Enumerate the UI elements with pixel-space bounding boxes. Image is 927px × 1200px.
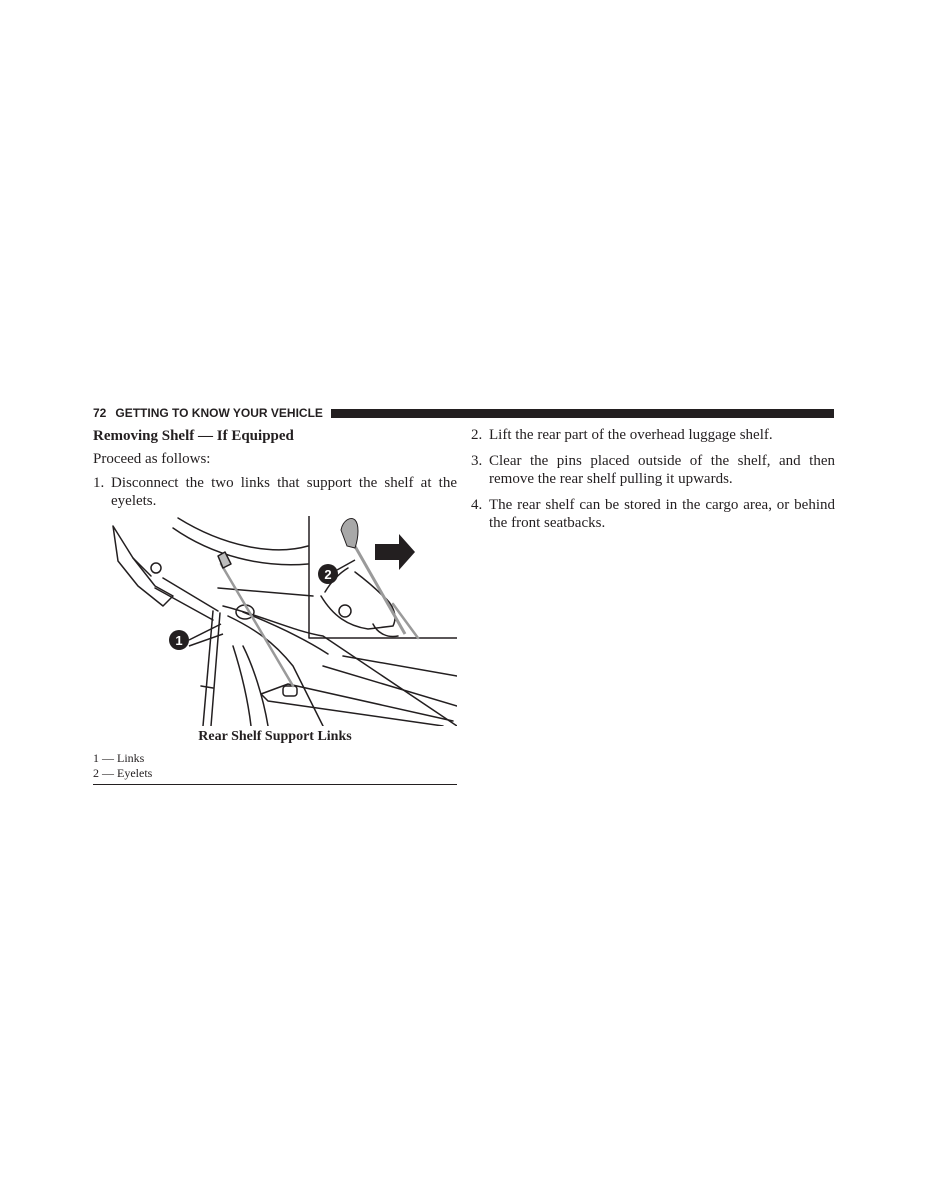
right-column	[471, 426, 835, 540]
header-rule	[331, 409, 834, 418]
legend-rule	[93, 784, 457, 785]
intro-text: Proceed as follows:	[93, 451, 211, 467]
step-text: The rear shelf can be stored in the cargo area, or behind the front seatbacks.	[489, 497, 835, 531]
left-column	[93, 426, 457, 785]
step-text: Lift the rear part of the overhead luggage shelf.	[489, 427, 773, 443]
legend-item: 1 — Links	[93, 751, 145, 765]
callout-2-label: 2	[324, 567, 332, 582]
section-heading: Removing Shelf — If Equipped	[93, 428, 294, 444]
step-4	[471, 496, 835, 532]
step-2	[471, 426, 835, 444]
figure-legend	[93, 751, 457, 781]
step-number: 1.	[93, 475, 105, 491]
page-number: 72	[93, 406, 107, 420]
step-text: Disconnect the two links that support the shelf at the eyelets.	[111, 475, 457, 509]
step-number: 4.	[471, 497, 483, 513]
illustration-drawing	[93, 516, 457, 726]
figure-caption: Rear Shelf Support Links	[198, 729, 352, 744]
step-1	[93, 474, 457, 510]
step-text: Clear the pins placed outside of the shelf, and then remove the rear shelf pulling it upwards.	[489, 453, 835, 487]
step-number: 2.	[471, 427, 483, 443]
legend-item: 2 — Eyelets	[93, 766, 153, 780]
callout-1-label: 1	[175, 633, 183, 648]
step-3	[471, 452, 835, 488]
step-number: 3.	[471, 453, 483, 469]
page-header	[93, 404, 834, 422]
rear-shelf-illustration	[93, 516, 457, 726]
section-title: GETTING TO KNOW YOUR VEHICLE	[115, 406, 323, 420]
